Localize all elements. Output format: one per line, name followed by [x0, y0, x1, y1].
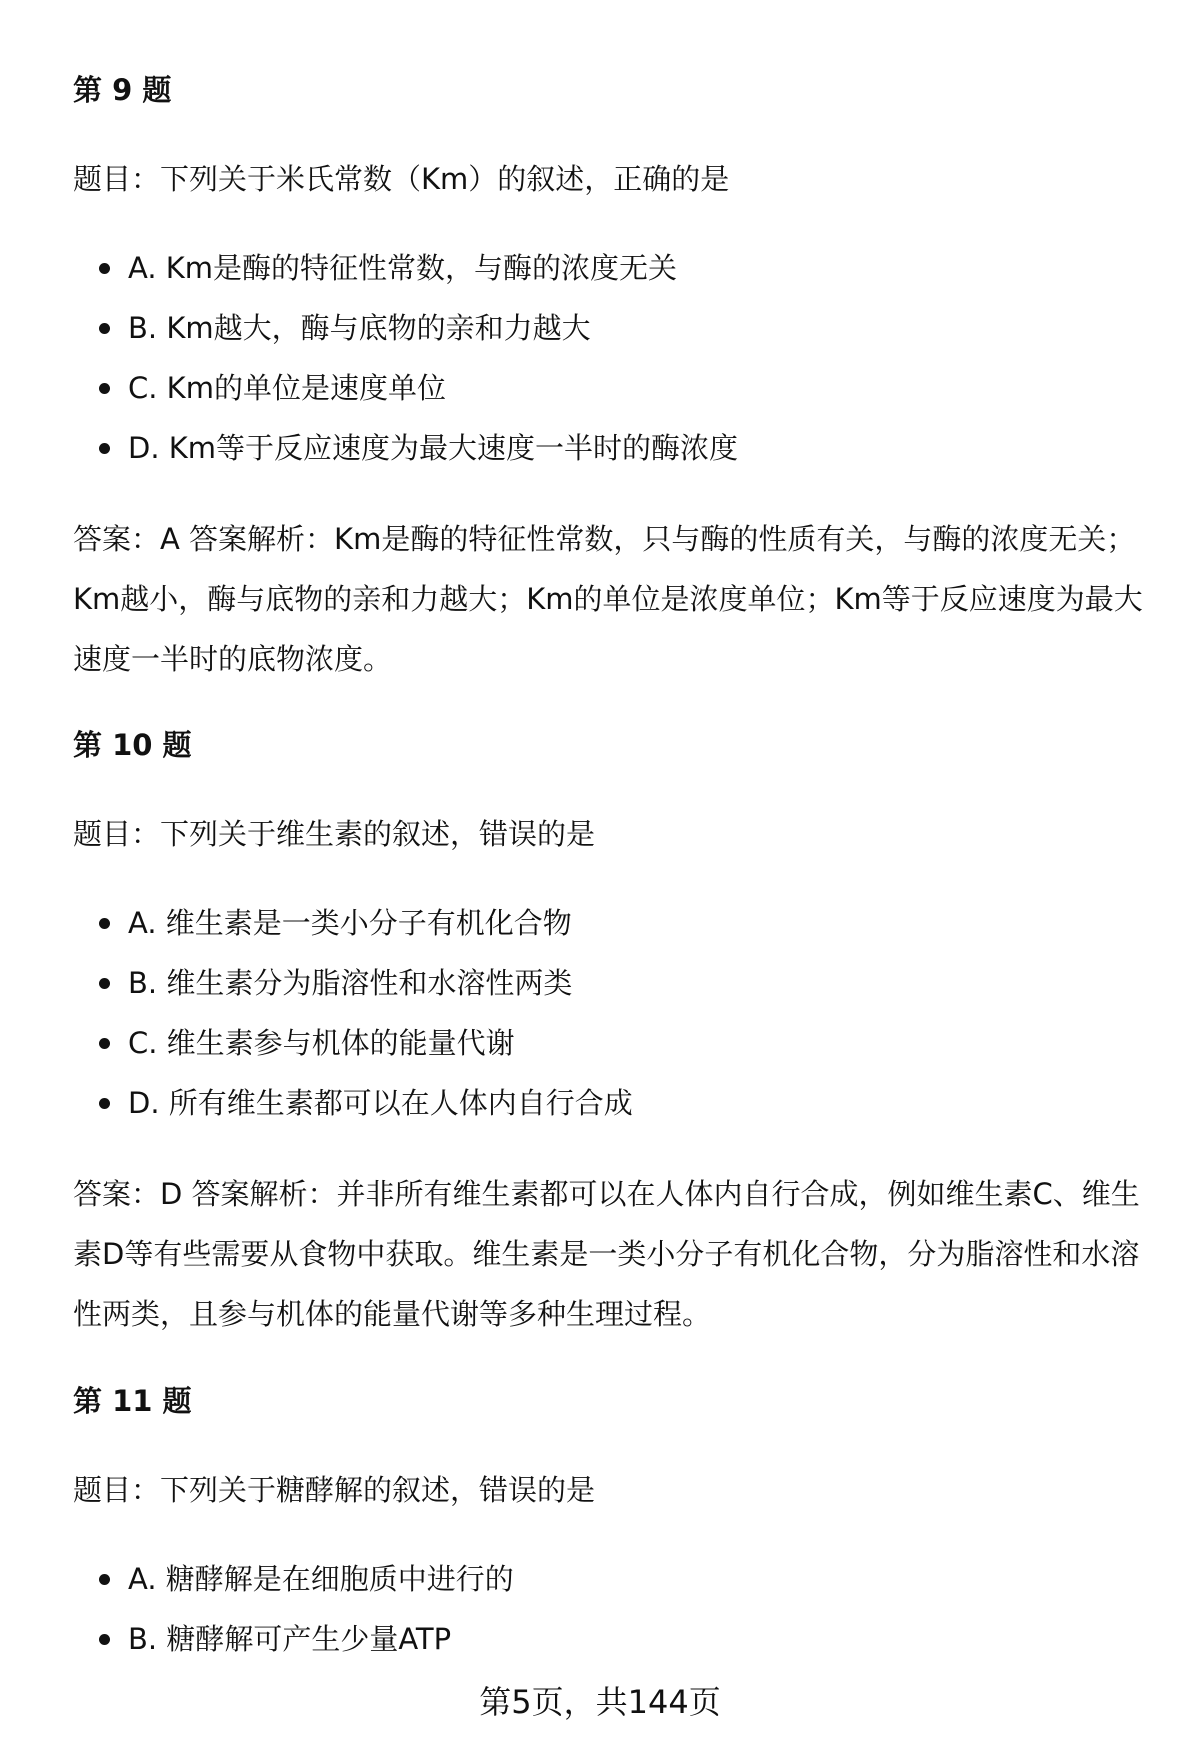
- option-item: [73, 248, 1143, 308]
- option-item: [73, 1023, 1143, 1083]
- bullet-icon: [99, 1098, 110, 1109]
- option-text: D. Km等于反应速度为最大速度一半时的酶浓度: [128, 431, 739, 465]
- option-text: A. 糖酵解是在细胞质中进行的: [128, 1562, 514, 1596]
- answer-explanation: 答案：A 答案解析：Km是酶的特征性常数，只与酶的性质有关，与酶的浓度无关；Km越小，酶与底物的亲和力越大；Km的单位是浓度单位；Km等于反应速度为最大速度一半时的底物浓度。: [73, 522, 1143, 676]
- question-title: 第 11 题: [73, 1384, 192, 1418]
- option-text: D. 所有维生素都可以在人体内自行合成: [128, 1086, 633, 1120]
- option-item: [73, 1083, 1143, 1143]
- question-11-options: [73, 1559, 1143, 1679]
- question-11: [73, 1381, 1143, 1421]
- option-item: [73, 1559, 1143, 1619]
- page-number: 第5页，共144页: [479, 1683, 721, 1721]
- option-item: [73, 428, 1143, 488]
- bullet-icon: [99, 918, 110, 929]
- bullet-icon: [99, 383, 110, 394]
- question-9-answer-wrap: [73, 509, 1143, 689]
- bullet-icon: [99, 978, 110, 989]
- question-title: 第 9 题: [73, 73, 172, 107]
- option-item: [73, 308, 1143, 368]
- bullet-icon: [99, 323, 110, 334]
- option-text: A. Km是酶的特征性常数，与酶的浓度无关: [128, 251, 678, 285]
- question-9-options: [73, 248, 1143, 488]
- question-10-stem-wrap: [73, 814, 1143, 854]
- option-text: C. 维生素参与机体的能量代谢: [128, 1026, 515, 1060]
- question-stem: 题目：下列关于糖酵解的叙述，错误的是: [73, 1473, 596, 1507]
- option-item: [73, 903, 1143, 963]
- bullet-icon: [99, 443, 110, 454]
- option-item: [73, 963, 1143, 1023]
- question-9-stem-wrap: [73, 159, 1143, 199]
- bullet-icon: [99, 1634, 110, 1645]
- bullet-icon: [99, 1574, 110, 1585]
- question-title: 第 10 题: [73, 728, 192, 762]
- option-text: C. Km的单位是速度单位: [128, 371, 446, 405]
- question-stem: 题目：下列关于维生素的叙述，错误的是: [73, 817, 596, 851]
- option-text: B. 维生素分为脂溶性和水溶性两类: [128, 966, 573, 1000]
- question-10-answer-wrap: [73, 1164, 1143, 1344]
- answer-explanation: 答案：D 答案解析：并非所有维生素都可以在人体内自行合成，例如维生素C、维生素D等有些需要从食物中获取。维生素是一类小分子有机化合物，分为脂溶性和水溶性两类，且参与机体的能量代谢等多种生理过程。: [73, 1177, 1140, 1331]
- option-text: B. 糖酵解可产生少量ATP: [128, 1622, 452, 1656]
- question-10-options: [73, 903, 1143, 1143]
- question-11-stem-wrap: [73, 1470, 1143, 1510]
- option-item: [73, 368, 1143, 428]
- option-text: B. Km越大，酶与底物的亲和力越大: [128, 311, 591, 345]
- question-10: [73, 725, 1143, 765]
- option-item: [73, 1619, 1143, 1679]
- bullet-icon: [99, 1038, 110, 1049]
- question-stem: 题目：下列关于米氏常数（Km）的叙述，正确的是: [73, 162, 730, 196]
- bullet-icon: [99, 263, 110, 274]
- question-9: [73, 70, 1143, 110]
- option-text: A. 维生素是一类小分子有机化合物: [128, 906, 572, 940]
